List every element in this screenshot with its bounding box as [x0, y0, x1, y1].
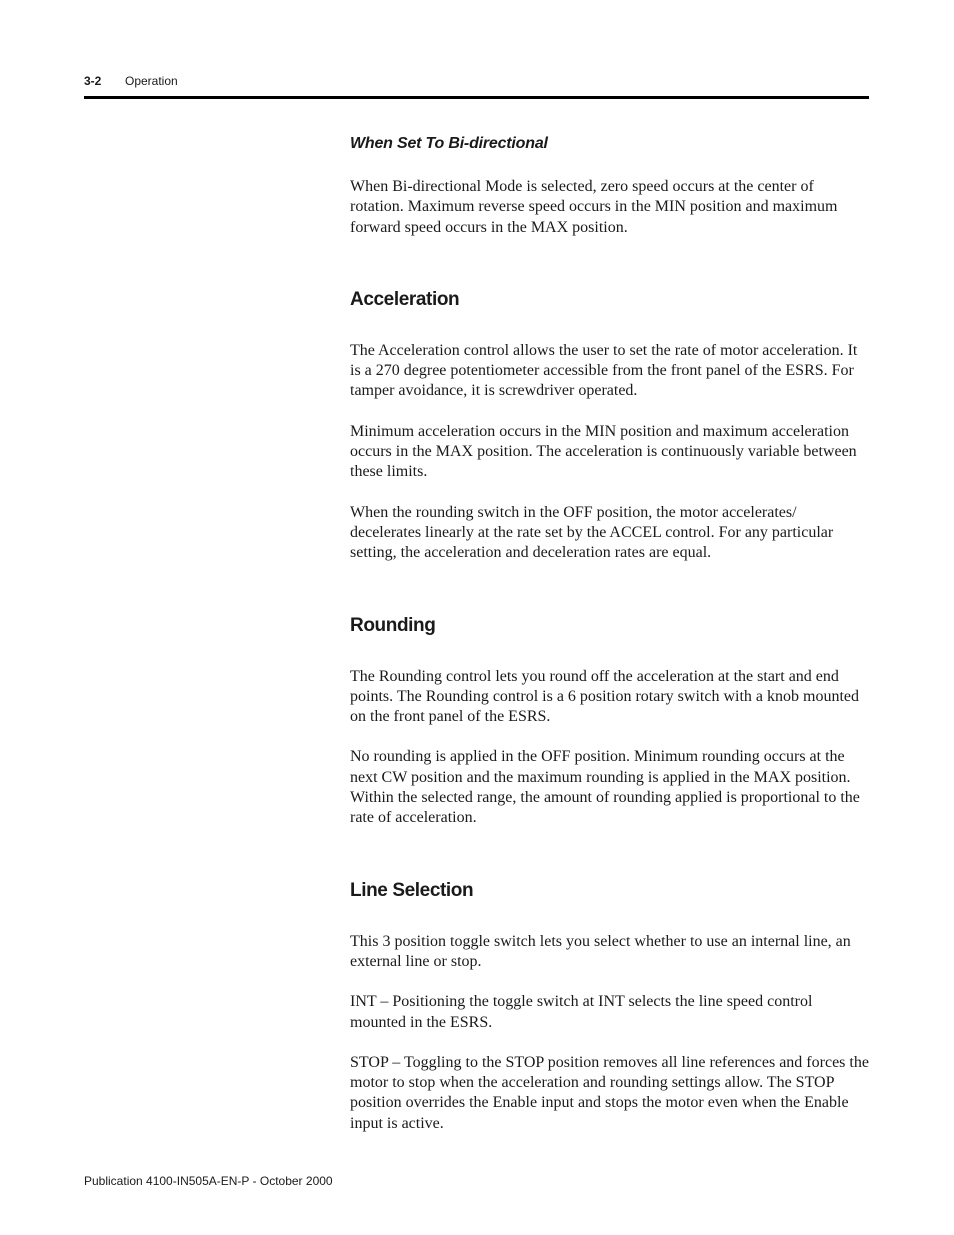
line-selection-paragraph-3: STOP – Toggling to the STOP position removes all line references and forces the motor to stop when the acceleration and rounding settings allow. The STOP position overrides the Enable input and stops the motor even when the Enable input is active. [350, 1053, 869, 1132]
section-acceleration [350, 289, 870, 564]
acceleration-paragraph-2: Minimum acceleration occurs in the MIN position and maximum acceleration occurs in the MAX position. The acceleration is continuously variable between these limits. [350, 422, 857, 481]
line-selection-paragraph-1: This 3 position toggle switch lets you select whether to use an internal line, an external line or stop. [350, 932, 851, 970]
section-rounding [350, 615, 870, 829]
header-rule [84, 96, 869, 99]
page-header [84, 72, 869, 98]
section-name: Operation [125, 74, 178, 88]
page-number: 3-2 [84, 74, 102, 88]
section-line-selection [350, 880, 870, 1134]
acceleration-paragraph-3: When the rounding switch in the OFF position, the motor accelerates/ decelerates linearly at the rate set by the ACCEL control. For any particular setting, the acceleration and deceleration rates are equal. [350, 503, 834, 562]
line-selection-paragraph-2: INT – Positioning the toggle switch at INT selects the line speed control mounted in the ESRS. [350, 993, 813, 1031]
rounding-heading: Rounding [350, 614, 436, 636]
rounding-paragraph-1: The Rounding control lets you round off the acceleration at the start and end points. The Rounding control is a 6 position rotary switch with a knob mounted on the front panel of the ESRS. [350, 667, 859, 726]
rounding-paragraph-2: No rounding is applied in the OFF position. Minimum rounding occurs at the next CW position and the maximum rounding is applied in the MAX position. Within the selected range, the amount of rounding applied is proportional to the rate of acceleration. [350, 748, 860, 827]
main-content [350, 135, 870, 1134]
line-selection-heading: Line Selection [350, 879, 474, 901]
bidirectional-subheading: When Set To Bi-directional [350, 135, 548, 152]
page-footer: Publication 4100-IN505A-EN-P - October 2000 [84, 1174, 333, 1188]
bidirectional-paragraph-1: When Bi-directional Mode is selected, zero speed occurs at the center of rotation. Maximum reverse speed occurs in the MIN position and maximum forward speed occurs in the MAX position. [350, 178, 838, 236]
acceleration-paragraph-1: The Acceleration control allows the user to set the rate of motor acceleration. It is a 270 degree potentiometer accessible from the front panel of the ESRS. For tamper avoidance, it is screwdriver operated. [350, 341, 858, 400]
acceleration-heading: Acceleration [350, 288, 460, 310]
section-bidirectional [350, 135, 870, 238]
